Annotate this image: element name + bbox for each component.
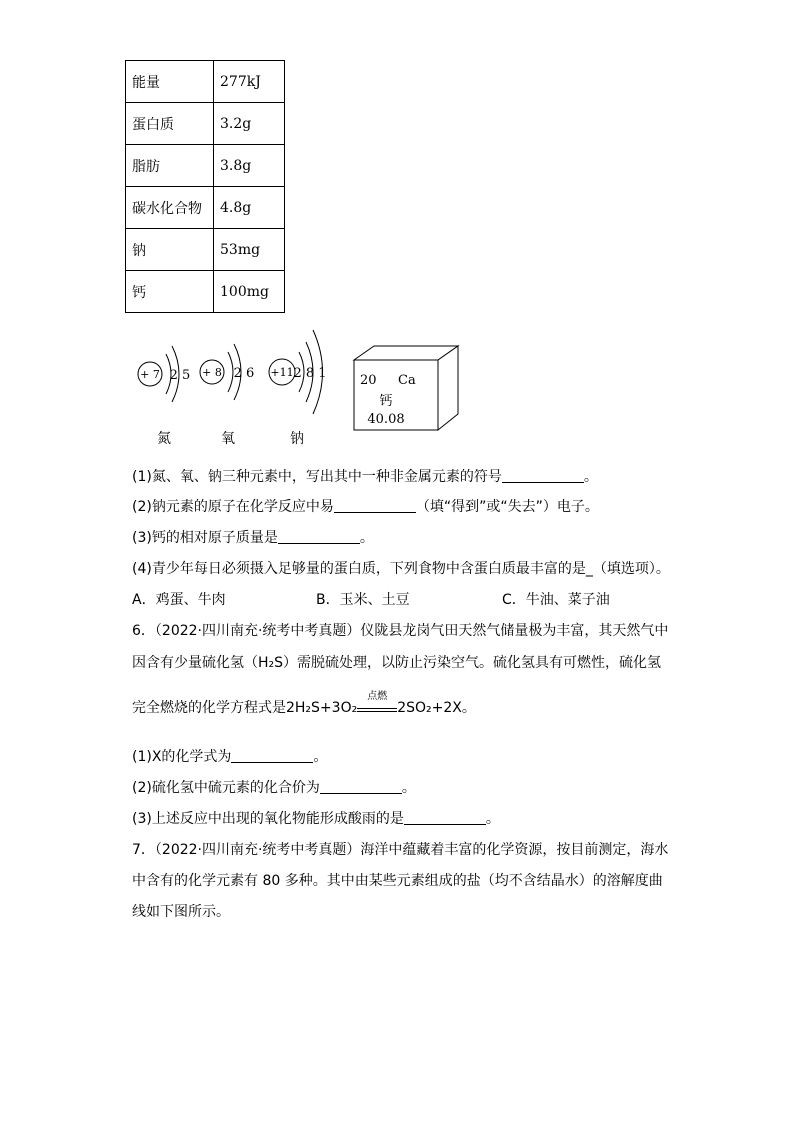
q6-part2-end: 。 <box>401 780 416 796</box>
sodium-nucleus: +11 <box>270 366 294 379</box>
q5-part3-end: 。 <box>359 530 374 546</box>
q6-part1-text: (1)X的化学式为 <box>132 749 232 765</box>
q6-part2-text: (2)硫化氢中硫元素的化合价为 <box>132 780 320 796</box>
nutrient-name: 脂肪 <box>126 145 214 187</box>
q6-part3-end: 。 <box>485 811 500 827</box>
q6-part3 <box>132 809 500 829</box>
table-row <box>126 145 285 187</box>
answer-blank[interactable] <box>278 529 360 544</box>
q7-line3: 线如下图所示。 <box>132 904 230 920</box>
sodium-electrons: 2 8 1 <box>293 366 327 381</box>
q5-part1-end: 。 <box>583 469 598 485</box>
q6-part2 <box>132 778 416 798</box>
oxygen-nucleus: + 8 <box>202 366 222 379</box>
table-row <box>126 271 285 313</box>
answer-blank[interactable] <box>404 810 486 825</box>
sodium-label: 钠 <box>290 431 304 447</box>
nutrient-value: 53mg <box>214 229 285 271</box>
answer-blank[interactable] <box>334 498 416 513</box>
sodium-atom-diagram <box>269 330 327 414</box>
q5-part2-end: （填“得到”或“失去”）电子。 <box>415 499 599 515</box>
nutrient-name: 蛋白质 <box>126 103 214 145</box>
oxygen-label: 氧 <box>221 431 235 447</box>
element-symbol: Ca <box>398 373 416 388</box>
q6-part1 <box>132 747 327 767</box>
table-row <box>126 187 285 229</box>
q5-option-c: C．牛油、菜子油 <box>502 592 610 608</box>
nutrient-name: 钠 <box>126 229 214 271</box>
q5-part4: (4)青少年每日必须摄入足够量的蛋白质，下列食物中含蛋白质最丰富的是_（填选项）。 <box>132 561 670 577</box>
oxygen-electrons: 2 6 <box>233 366 255 381</box>
q6-line3 <box>132 691 476 718</box>
atom-diagram-svg <box>130 322 490 432</box>
condition-label: 点燃 <box>367 691 388 702</box>
q5-part2-text: (2)钠元素的原子在化学反应中易 <box>132 499 334 515</box>
equals-sign <box>357 708 397 712</box>
q5-part1 <box>132 467 598 487</box>
q7-line2: 中含有的化学元素有 80 多种。其中由某些元素组成的盐（均不含结晶水）的溶解度曲 <box>132 873 663 889</box>
q5-part3-text: (3)钙的相对原子质量是 <box>132 530 278 546</box>
q6-part3-text: (3)上述反应中出现的氧化物能形成酸雨的是 <box>132 811 404 827</box>
nutrient-value: 3.8g <box>214 145 285 187</box>
nutrient-value: 3.2g <box>214 103 285 145</box>
q6-line3-text: 完全燃烧的化学方程式是 <box>132 700 286 716</box>
q6-line3-end: 。 <box>461 700 476 716</box>
nitrogen-nucleus: + 7 <box>140 368 160 381</box>
calcium-element-card <box>354 346 458 430</box>
q6-part1-end: 。 <box>313 749 328 765</box>
nutrient-value: 4.8g <box>214 187 285 229</box>
table-row <box>126 229 285 271</box>
nutrient-name: 碳水化合物 <box>126 187 214 229</box>
element-name: 钙 <box>379 394 393 409</box>
answer-blank[interactable] <box>502 468 584 483</box>
answer-blank[interactable] <box>231 748 313 763</box>
equation-left: 2H₂S+3O₂ <box>286 700 358 716</box>
nutrient-value: 100mg <box>214 271 285 313</box>
q5-part3 <box>132 528 374 548</box>
q5-option-a: A．鸡蛋、牛肉 <box>132 592 226 608</box>
q5-part1-text: (1)氮、氧、钠三种元素中，写出其中一种非金属元素的符号 <box>132 469 502 485</box>
nutrient-name: 钙 <box>126 271 214 313</box>
nitrogen-label: 氮 <box>157 431 171 447</box>
reaction-condition <box>357 691 397 712</box>
q7-line1: 7．（2022·四川南充·统考中考真题）海洋中蕴藏着丰富的化学资源，按目前测定，海水 <box>132 842 669 858</box>
table-row <box>126 103 285 145</box>
nutrient-name: 能量 <box>126 61 214 103</box>
oxygen-atom-diagram <box>200 344 254 400</box>
q6-line2: 因含有少量硫化氢（H₂S）需脱硫处理，以防止污染空气。硫化氢具有可燃性，硫化氢 <box>132 655 662 671</box>
answer-blank[interactable] <box>320 779 402 794</box>
nitrogen-atom-diagram <box>138 346 190 402</box>
nutrition-table <box>125 60 285 313</box>
q6-line1: 6．（2022·四川南充·统考中考真题）仪陇县龙岗气田天然气储量极为丰富，其天然气中 <box>132 623 669 639</box>
nitrogen-electrons: 2 5 <box>169 368 191 383</box>
atom-structure-diagrams <box>130 322 490 452</box>
equation-right: 2SO₂+2X <box>397 700 462 716</box>
table-row <box>126 61 285 103</box>
q5-part2 <box>132 497 599 517</box>
nutrient-value: 277kJ <box>214 61 285 103</box>
atomic-number: 20 <box>360 373 377 388</box>
q5-option-b: B．玉米、土豆 <box>316 592 410 608</box>
atomic-mass: 40.08 <box>367 412 405 427</box>
